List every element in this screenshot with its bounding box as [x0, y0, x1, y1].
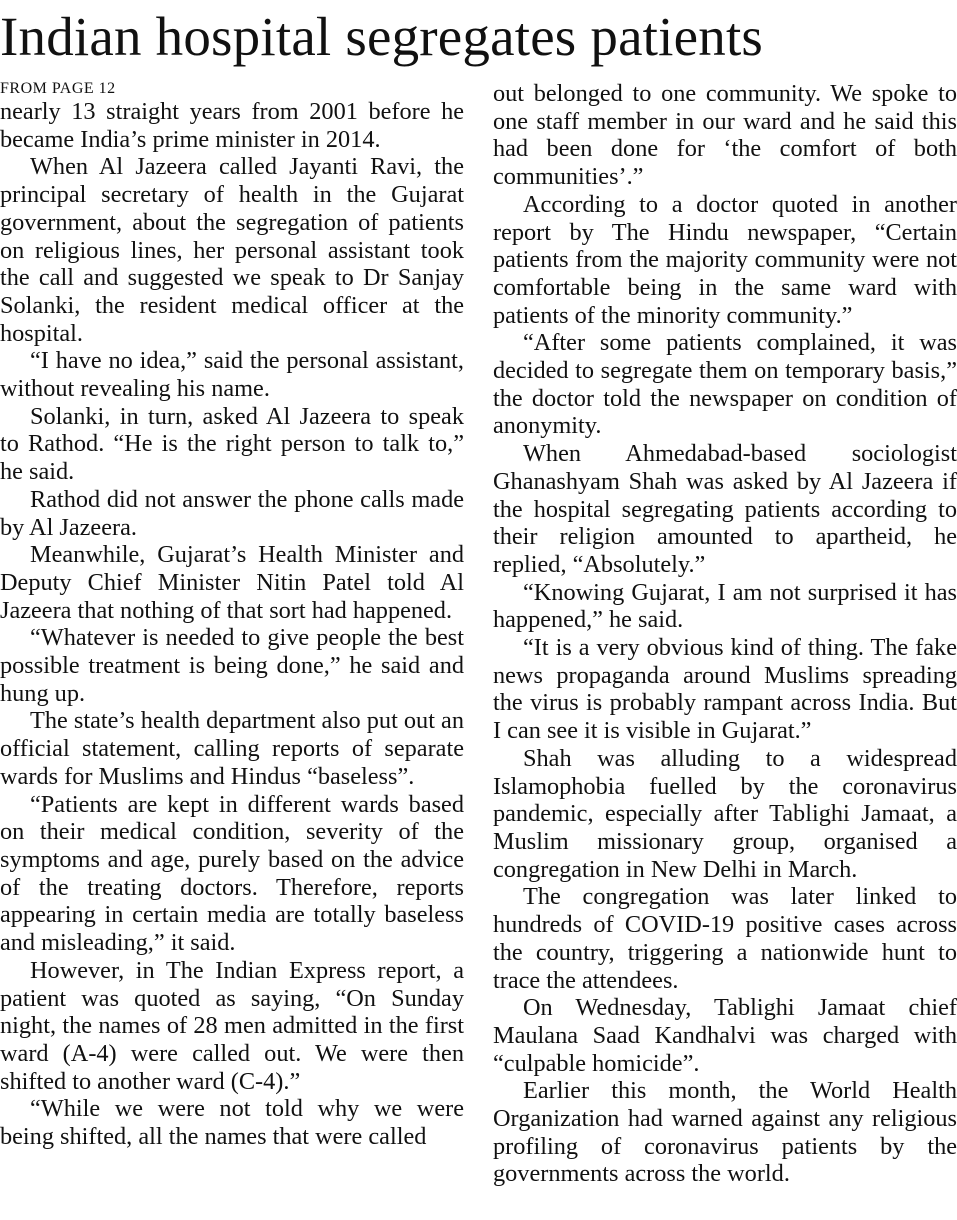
paragraph: nearly 13 straight years from 2001 before he became India’s prime minister in 2014.	[0, 98, 464, 153]
continued-from-label: FROM PAGE 12	[0, 80, 116, 97]
paragraph: “After some patients complained, it was decided to segregate them on temporary basis,” the doctor told the newspaper on condition of anonymity.	[493, 329, 957, 440]
paragraph: “I have no idea,” said the personal assistant, without revealing his name.	[0, 347, 464, 403]
paragraph: Shah was alluding to a widespread Islamophobia fuelled by the coronavirus pandemic, especially after Tablighi Jamaat, a Muslim missionary group, organised a congregation in New Delhi in March.	[493, 744, 957, 883]
paragraph: “Patients are kept in different wards based on their medical condition, severity of the symptoms and age, purely based on the advice of the treating doctors. Therefore, reports appearing in certain media are totally baseless and misleading,” it said.	[0, 790, 464, 957]
paragraph: Meanwhile, Gujarat’s Health Minister and Deputy Chief Minister Nitin Patel told Al Jazeera that nothing of that sort had happened.	[0, 541, 464, 624]
paragraph: “Whatever is needed to give people the best possible treatment is being done,” he said and hung up.	[0, 624, 464, 707]
paragraph: According to a doctor quoted in another report by The Hindu newspaper, “Certain patients from the majority community were not comfortable being in the same ward with patients of the minority community.”	[493, 190, 957, 329]
left-column	[0, 78, 464, 1151]
paragraph: Earlier this month, the World Health Organization had warned against any religious profiling of coronavirus patients by the governments across the world.	[493, 1077, 957, 1188]
paragraph: “While we were not told why we were being shifted, all the names that were called	[0, 1095, 464, 1151]
paragraph: Rathod did not answer the phone calls made by Al Jazeera.	[0, 485, 464, 541]
headline: Indian hospital segregates patients	[0, 6, 764, 67]
paragraph: “Knowing Gujarat, I am not surprised it has happened,” he said.	[493, 578, 957, 634]
paragraph: When Al Jazeera called Jayanti Ravi, the principal secretary of health in the Gujarat government, about the segregation of patients on religious lines, her personal assistant took the call and suggested we speak to Dr Sanjay Solanki, the resident medical officer at the hospital.	[0, 153, 464, 347]
paragraph: “It is a very obvious kind of thing. The fake news propaganda around Muslims spreading the virus is probably rampant across India. But I can see it is visible in Gujarat.”	[493, 634, 957, 745]
paragraph: The state’s health department also put out an official statement, calling reports of separate wards for Muslims and Hindus “baseless”.	[0, 707, 464, 790]
paragraph: out belonged to one community. We spoke to one staff member in our ward and he said this had been done for ‘the comfort of both communities’.”	[493, 80, 957, 191]
right-column	[493, 80, 957, 1188]
paragraph: When Ahmedabad-based sociologist Ghanashyam Shah was asked by Al Jazeera if the hospital segregating patients according to their religion amounted to apartheid, he replied, “Absolutely.”	[493, 440, 957, 578]
paragraph: However, in The Indian Express report, a patient was quoted as saying, “On Sunday night, the names of 28 men admitted in the first ward (A-4) were called out. We were then shifted to another ward (C-4).”	[0, 956, 464, 1095]
paragraph: Solanki, in turn, asked Al Jazeera to speak to Rathod. “He is the right person to talk to,” he said.	[0, 402, 464, 486]
paragraph: The congregation was later linked to hundreds of COVID-19 positive cases across the country, triggering a nationwide hunt to trace the attendees.	[493, 883, 957, 994]
paragraph: On Wednesday, Tablighi Jamaat chief Maulana Saad Kandhalvi was charged with “culpable homicide”.	[493, 994, 957, 1077]
